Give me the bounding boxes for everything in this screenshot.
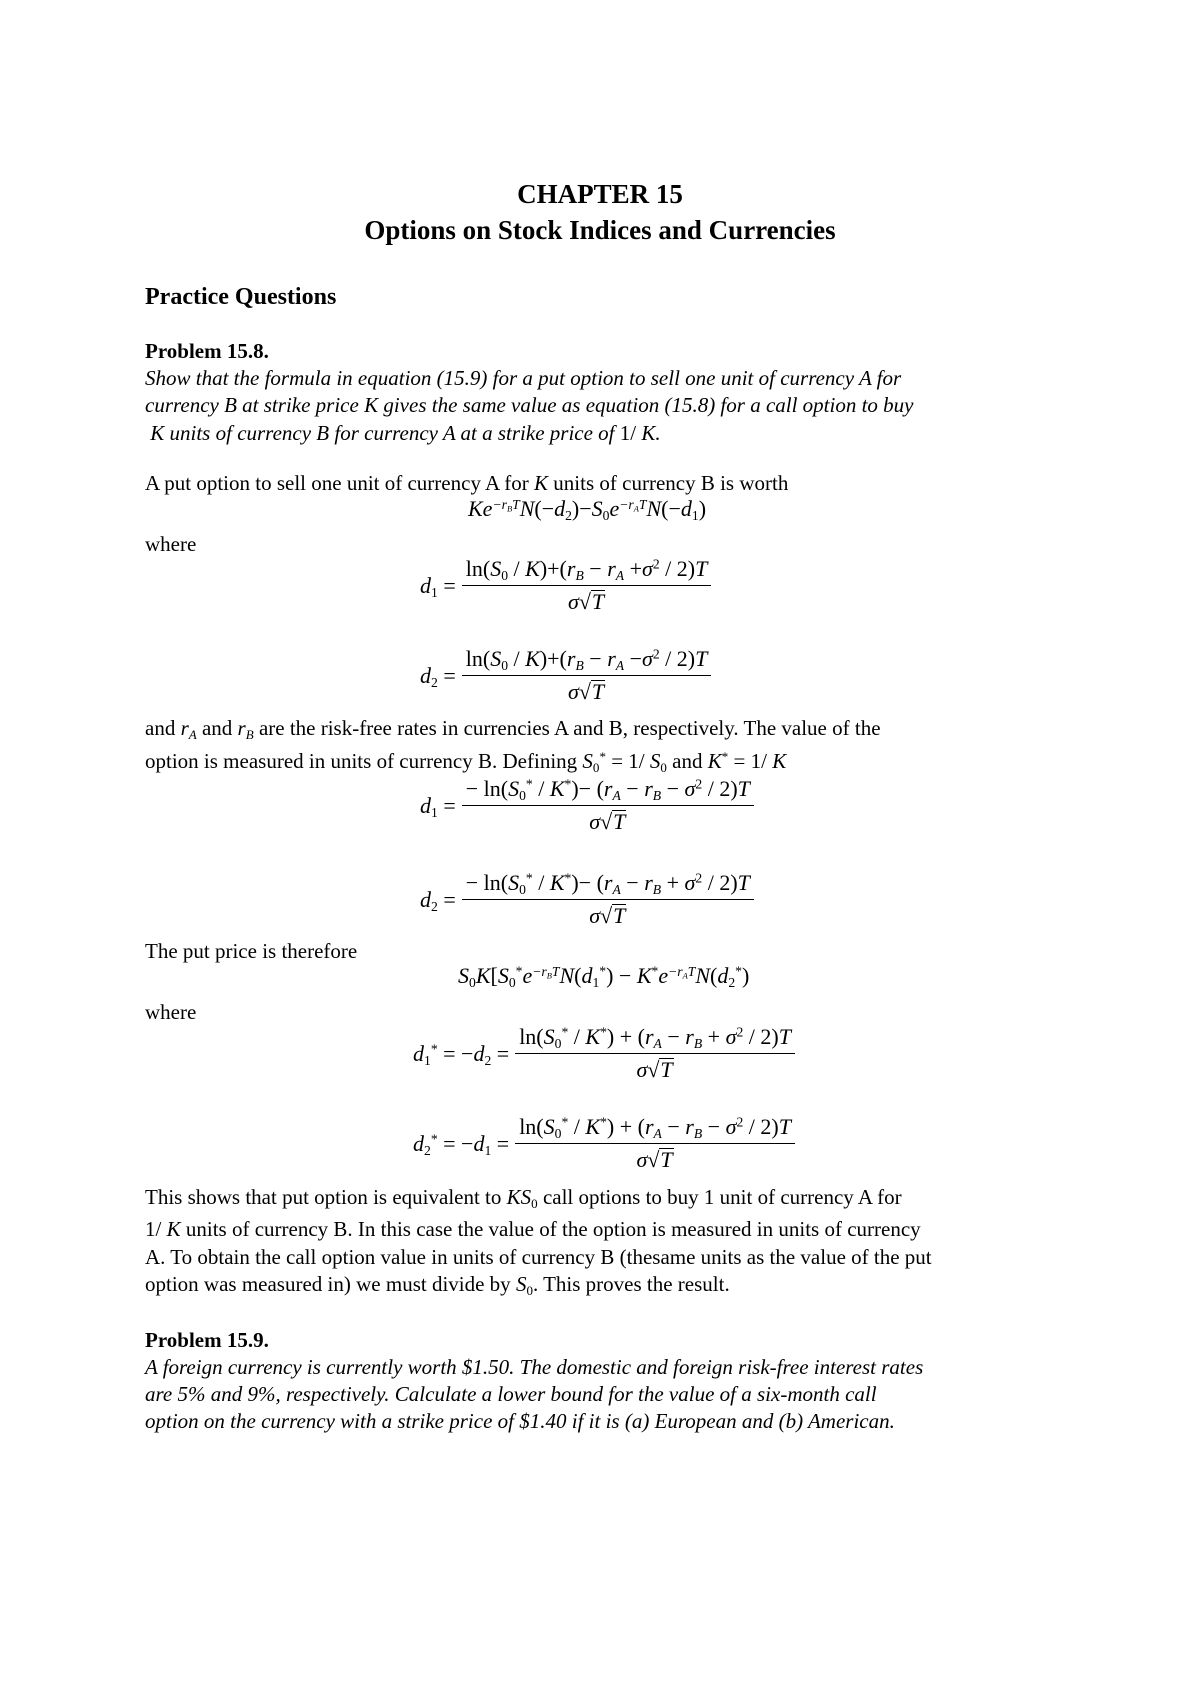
answer-line: A put option to sell one unit of currency A for K units of currency B is worth <box>145 471 789 495</box>
d1-starstar-formula: $d_1^* = -d_2$ = $\frac{\ln(S_0^* / K^*) + (r_A - r_B + \sigma^2 / 2)T}{\sigma√T}$ <box>413 1024 795 1083</box>
d2-starstar-formula: $d_2^* = -d_1$ = $\frac{\ln(S_0^* / K^*) + (r_A - r_B - \sigma^2 / 2)T}{\sigma√T}$ <box>413 1114 795 1173</box>
conclusion-line: 1/ K units of currency B. In this case the value of the option is measured in units of currency <box>145 1217 921 1241</box>
problem-15-8-question-line: K units of currency B for currency A at a strike price of 1/ K. <box>150 421 661 445</box>
d1-formula: $d_1$ = $\frac{\ln(S_0 / K)+(r_B - r_A +\sigma^2 / 2)T}{\sigma√T}$ <box>420 556 711 615</box>
section-heading: Practice Questions <box>145 284 337 310</box>
conclusion-line: This shows that put option is equivalent to $KS_0$ call options to buy 1 unit of currency A for <box>145 1185 902 1211</box>
problem-15-9-heading: Problem 15.9. <box>145 1328 269 1352</box>
conclusion-line: option was measured in) we must divide by $S_0$. This proves the result. <box>145 1272 730 1298</box>
problem-15-9-question-line: option on the currency with a strike price of $1.40 if it is (a) European and (b) American. <box>145 1409 895 1433</box>
where-label: where <box>145 1000 197 1024</box>
problem-15-8-question-line: Show that the formula in equation (15.9) for a put option to sell one unit of currency A for <box>145 366 902 390</box>
problem-15-8-question-line: currency B at strike price K gives the same value as equation (15.8) for a call option to buy <box>145 393 914 417</box>
conclusion-line: A. To obtain the call option value in units of currency B (thesame units as the value of the put <box>145 1245 932 1269</box>
problem-15-9-question-line: are 5% and 9%, respectively. Calculate a lower bound for the value of a six-month call <box>145 1382 877 1406</box>
chapter-title: CHAPTER 15 <box>517 179 683 209</box>
chapter-subtitle: Options on Stock Indices and Currencies <box>364 215 836 245</box>
d2-formula: $d_2$ = $\frac{\ln(S_0 / K)+(r_B - r_A -\sigma^2 / 2)T}{\sigma√T}$ <box>420 646 711 705</box>
rates-line: and $r_A$ and $r_B$ are the risk-free rates in currencies A and B, respectively. The value of the <box>145 716 881 742</box>
put-price-line: The put price is therefore <box>145 939 358 963</box>
problem-15-9-question-line: A foreign currency is currently worth $1.50. The domestic and foreign risk-free interest rates <box>145 1355 924 1379</box>
where-label: where <box>145 532 197 556</box>
put-value-formula: $Ke^{-r_BT}N(-d_2)-S_0e^{-r_AT}N(-d_1)$ <box>468 496 707 524</box>
put-price-formula: $S_0K[S_0^*e^{-r_BT}N(d_1^*) - K^*e^{-r_AT}N(d_2^*)$ <box>458 963 750 991</box>
d1-star-formula: $d_1$ = $\frac{- \ln(S_0^* / K^*)- (r_A - r_B - \sigma^2 / 2)T}{\sigma√T}$ <box>420 776 754 835</box>
problem-15-8-heading: Problem 15.8. <box>145 339 269 363</box>
d2-star-formula: $d_2$ = $\frac{- \ln(S_0^* / K^*)- (r_A - r_B + \sigma^2 / 2)T}{\sigma√T}$ <box>420 870 754 929</box>
defining-line: option is measured in units of currency B. Defining $S_0^* = 1/$ $S_0$ and K* = 1/ K <box>145 748 787 775</box>
